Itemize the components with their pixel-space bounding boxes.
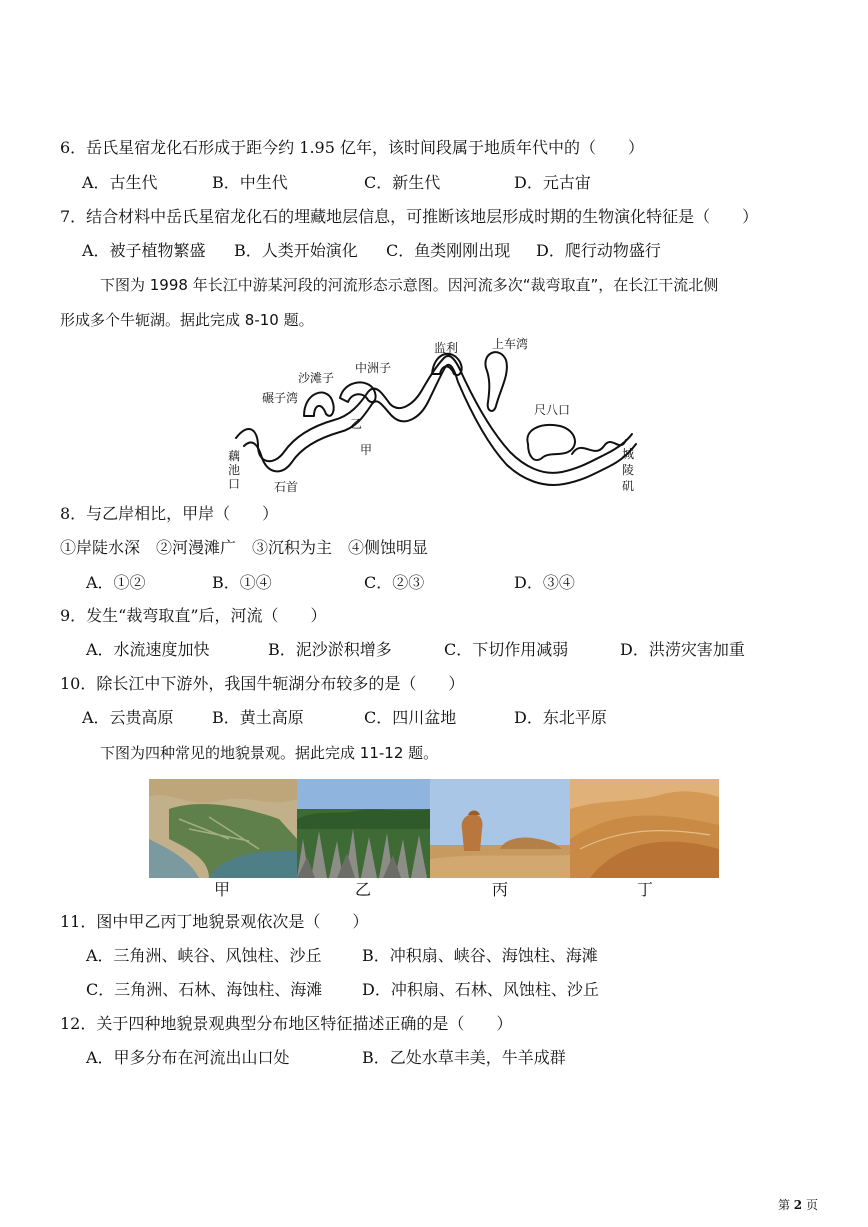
caption-bing: 丙 xyxy=(492,880,509,899)
label-shishou: 石首 xyxy=(274,480,299,494)
q7-stem: 7．结合材料中岳氏星宿龙化石的埋藏地层信息，可推断该地层形成时期的生物演化特征是（ ） xyxy=(60,207,759,226)
q9-stem: 9．发生“裁弯取直”后，河流（ ） xyxy=(60,606,327,625)
q8-option-d: D．③④ xyxy=(514,573,575,592)
page-number xyxy=(778,1196,818,1213)
q9-option-d: D．洪涝灾害加重 xyxy=(620,640,745,659)
caption-yi: 乙 xyxy=(355,880,372,899)
oxbow-zhongzhouzi xyxy=(340,382,376,402)
label-jia: 甲 xyxy=(360,443,373,457)
q10-option-c: C．四川盆地 xyxy=(364,708,457,727)
q11-option-b: B．冲积扇、峡谷、海蚀柱、海滩 xyxy=(362,946,598,965)
q12-option-b: B．乙处水草丰美，牛羊成群 xyxy=(362,1048,566,1067)
q11-option-d: D．冲积扇、石林、风蚀柱、沙丘 xyxy=(362,980,599,999)
oxbow-shatanzi xyxy=(304,393,334,416)
q12-option-a: A．甲多分布在河流出山口处 xyxy=(86,1048,290,1067)
q11-stem: 11．图中甲乙丙丁地貌景观依次是（ ） xyxy=(60,912,369,931)
q8-stem: 8．与乙岸相比，甲岸（ ） xyxy=(60,504,279,523)
label-shangchewan: 上车湾 xyxy=(492,337,529,351)
river-map xyxy=(228,334,648,499)
label-zhongzhouzi: 中洲子 xyxy=(355,361,392,375)
q8-statements: ①岸陡水深 ②河漫滩广 ③沉积为主 ④侧蚀明显 xyxy=(60,538,429,557)
q7-option-d: D．爬行动物盛行 xyxy=(536,241,661,260)
q6-option-b: B．中生代 xyxy=(212,173,288,192)
q8-option-b: B．①④ xyxy=(212,573,272,592)
intro-8-10-line1: 下图为 1998 年长江中游某河段的河流形态示意图。因河流多次“裁弯取直”，在长江干流北侧 xyxy=(100,276,719,294)
label-chenglingji-1: 城 xyxy=(622,447,635,461)
q10-stem: 10．除长江中下游外，我国牛轭湖分布较多的是（ ） xyxy=(60,674,465,693)
photo-stone-forest xyxy=(297,779,430,878)
label-oukou-3: 口 xyxy=(228,477,241,491)
label-chibakou: 尺八口 xyxy=(534,403,571,417)
q12-stem: 12．关于四种地貌景观典型分布地区特征描述正确的是（ ） xyxy=(60,1014,513,1033)
caption-jia: 甲 xyxy=(214,880,231,899)
label-chenglingji-2: 陵 xyxy=(622,463,635,477)
q10-option-a: A．云贵高原 xyxy=(82,708,174,727)
q11-option-a: A．三角洲、峡谷、风蚀柱、沙丘 xyxy=(86,946,322,965)
intro-11-12: 下图为四种常见的地貌景观。据此完成 11-12 题。 xyxy=(100,744,439,762)
oxbow-shangchewan xyxy=(485,352,507,411)
label-oukou-2: 池 xyxy=(228,463,241,477)
photo-delta xyxy=(149,779,297,878)
q7-option-c: C．鱼类刚刚出现 xyxy=(386,241,511,260)
intro-8-10-line2: 形成多个牛轭湖。据此完成 8-10 题。 xyxy=(60,311,314,329)
oxbow-chibakou xyxy=(527,425,575,460)
q9-option-b: B．泥沙淤积增多 xyxy=(268,640,392,659)
photo-yardang xyxy=(430,779,570,878)
page-number-value: 2 xyxy=(793,1198,803,1212)
label-shatanzi: 沙滩子 xyxy=(298,371,335,385)
label-oukou-1: 藕 xyxy=(228,449,241,463)
q11-option-c: C．三角洲、石林、海蚀柱、海滩 xyxy=(86,980,323,999)
caption-ding: 丁 xyxy=(637,880,654,899)
q7-option-a: A．被子植物繁盛 xyxy=(82,241,206,260)
label-nianziwan: 碾子湾 xyxy=(262,391,299,405)
photo-sand-dune xyxy=(570,779,719,878)
label-chenglingji-3: 矶 xyxy=(622,479,635,493)
q8-option-a: A．①② xyxy=(86,573,146,592)
q6-stem: 6．岳氏星宿龙化石形成于距今约 1.95 亿年，该时间段属于地质年代中的（ ） xyxy=(60,138,644,157)
q6-option-d: D．元古宙 xyxy=(514,173,591,192)
q6-option-c: C．新生代 xyxy=(364,173,441,192)
q6-option-a: A．古生代 xyxy=(82,173,158,192)
page-number-suffix: 页 xyxy=(805,1198,818,1212)
q10-option-d: D．东北平原 xyxy=(514,708,607,727)
q9-option-c: C．下切作用减弱 xyxy=(444,640,569,659)
label-yi: 乙 xyxy=(350,417,363,431)
q7-option-b: B．人类开始演化 xyxy=(234,241,358,260)
label-jianli: 监利 xyxy=(434,341,459,355)
q10-option-b: B．黄土高原 xyxy=(212,708,304,727)
q9-option-a: A．水流速度加快 xyxy=(86,640,210,659)
page-number-prefix: 第 xyxy=(777,1198,790,1212)
q8-option-c: C．②③ xyxy=(364,573,425,592)
